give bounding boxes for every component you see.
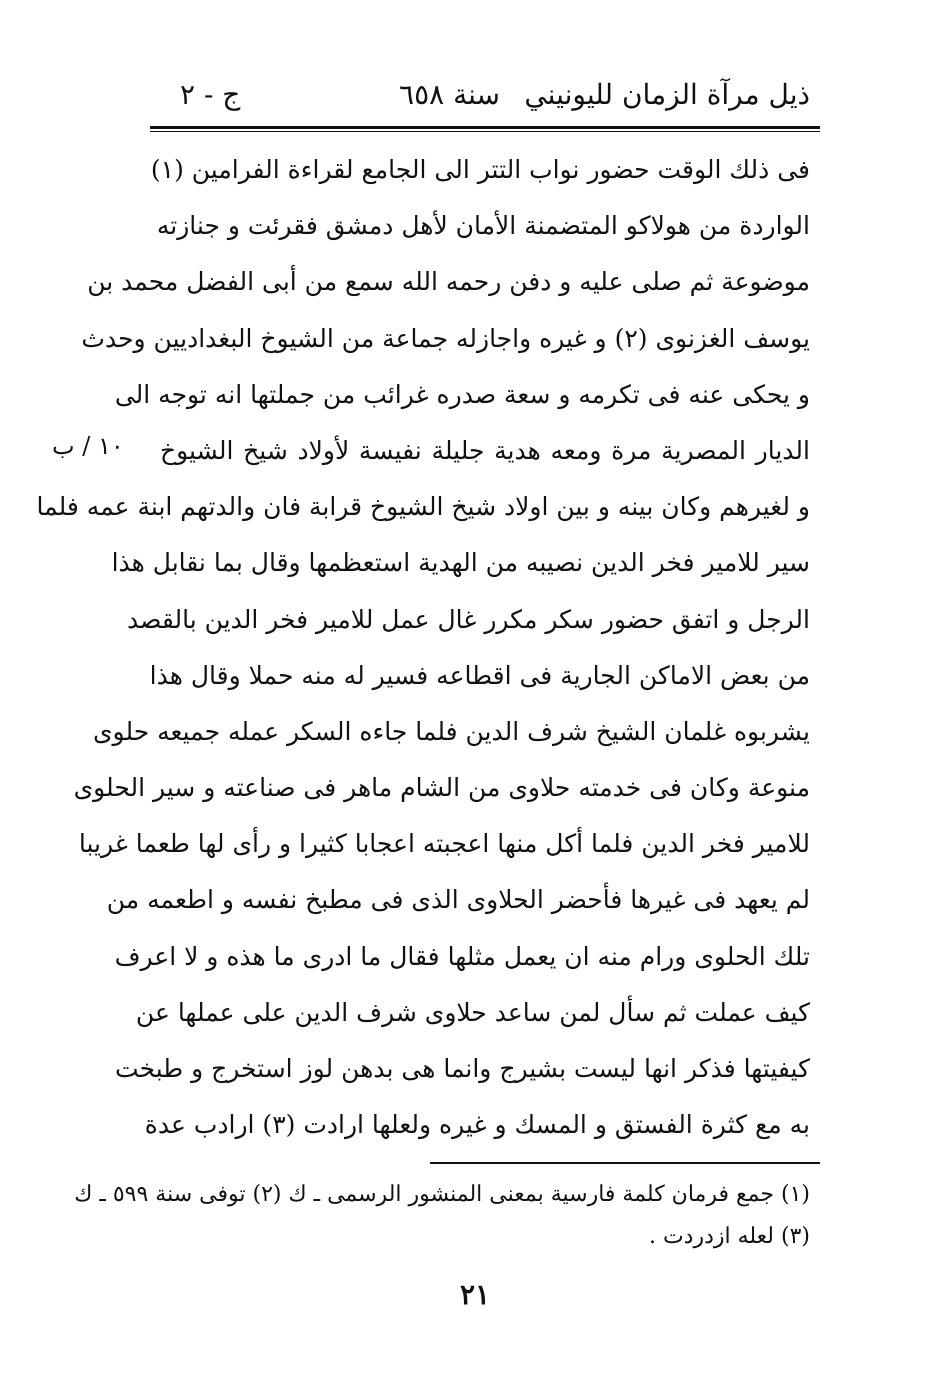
page-number: ٢١ <box>459 1278 491 1311</box>
text-line: الديار المصرية مرة ومعه هدية جليلة نفيسة لأولاد شيخ الشيوخ <box>160 435 810 465</box>
text-line: تلك الحلوى ورام منه ان يعمل مثلها فقال ما ادرى ما هذه و لا اعرف <box>114 941 810 971</box>
text-line: يوسف الغزنوى (٢) و غيره واجازله جماعة من الشيوخ البغداديين وحدث <box>81 323 810 353</box>
text-line: لم يعهد فى غيرها فأحضر الحلاوى الذى فى مطبخ نفسه و اطعمه من <box>106 885 810 915</box>
text-line: يشربوه غلمان الشيخ شرف الدين فلما جاءه السكر عمله جميعه حلوى <box>92 716 810 746</box>
margin-folio-note: ١٠ / ب <box>52 432 124 460</box>
header-year: سنة ٦٥٨ <box>399 78 500 111</box>
header-rule <box>150 126 820 132</box>
running-header <box>160 78 810 122</box>
header-volume: ج - ٢ <box>180 78 241 111</box>
text-line: من بعض الاماكن الجارية فى اقطاعه فسير له منه حملا وقال هذا <box>149 660 810 690</box>
text-line: كيفيتها فذكر انها ليست بشيرج وانما هى بدهن لوز استخرج و طبخت <box>115 1054 810 1083</box>
text-line: الرجل و اتفق حضور سكر مكرر غال عمل للامير فخر الدين بالقصد <box>127 604 810 634</box>
text-line: موضوعة ثم صلى عليه و دفن رحمه الله سمع من أبى الفضل محمد بن <box>87 267 810 297</box>
footnote-line: (١) جمع فرمان كلمة فارسية بمعنى المنشور الرسمى ـ ك (٢) توفى سنة ٥٩٩ ـ ك <box>74 1182 810 1207</box>
text-line: فى ذلك الوقت حضور نواب التتر الى الجامع لقراءة الفرامين (١) <box>150 155 810 184</box>
text-line: سير للامير فخر الدين نصيبه من الهدية استعظمها وقال بما نقابل هذا <box>111 548 810 578</box>
text-line: الواردة من هولاكو المتضمنة الأمان لأهل دمشق فقرئت و جنازته <box>156 211 810 241</box>
text-line: للامير فخر الدين فلما أكل منها اعجبته اعجابا كثيرا و رأى لها طعما غريبا <box>78 829 810 859</box>
text-line: كيف عملت ثم سأل لمن ساعد حلاوى شرف الدين على عملها عن <box>135 997 810 1027</box>
header-title: ذيل مرآة الزمان لليونيني <box>524 78 810 111</box>
text-line: منوعة وكان فى خدمته حلاوى من الشام ماهر فى صناعته و سير الحلوى <box>73 773 810 803</box>
footnotes <box>74 1174 810 1258</box>
text-line: به مع كثرة الفستق و المسك و غيره ولعلها ارادت (٣) ارادب عدة <box>144 1110 810 1140</box>
text-line: و لغيرهم وكان بينه و بين اولاد شيخ الشيوخ قرابة فان والدتهم ابنة عمه فلما <box>36 492 810 522</box>
footnote-rule <box>430 1162 820 1164</box>
text-line: و يحكى عنه فى تكرمه و سعة صدره غرائب من جملتها انه توجه الى <box>114 379 810 409</box>
footnote-line: (٣) لعله ازدردت . <box>648 1224 810 1249</box>
